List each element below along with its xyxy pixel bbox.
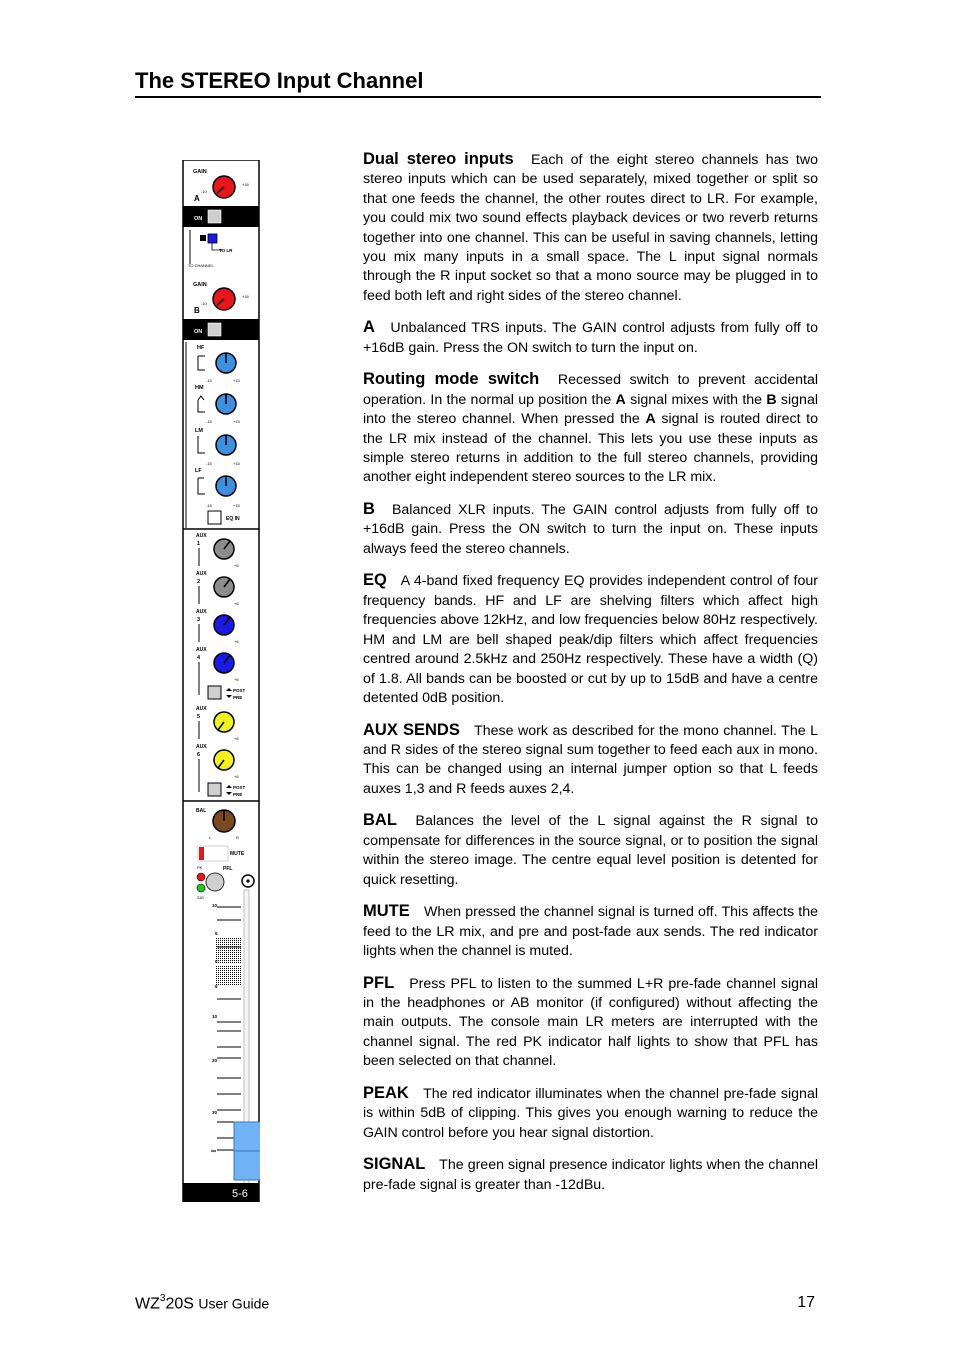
section-body: Unbalanced TRS inputs. The GAIN control adjusts from fully off to +16dB gain. Press the ON switch to turn the input on. [363, 320, 818, 356]
fader-scale-0: 0 [215, 959, 218, 964]
on-a-switch[interactable] [208, 210, 221, 223]
signal-led [197, 884, 205, 892]
on-b-label: ON [194, 329, 203, 335]
pk-label: PK [197, 865, 203, 870]
section-mute [363, 902, 818, 961]
section-body: These work as described for the mono channel. The L and R sides of the stereo signal sum together to feed each aux in mono. This can be changed using an internal jumper option so that L feeds auxes 1,3 and R feeds auxes 2,4. [363, 722, 818, 797]
fader-scale-infinity: ∞ [211, 1148, 216, 1155]
eq-hf-min: -15 [206, 378, 212, 383]
section-body: Press PFL to listen to the summed L+R pre-fade channel signal in the headphones or AB monitor (if configured) without affecting the main outputs. The console main LR meters are interrupted with the channel signal. The red PK indicator half lights to show that PFL has been selected on that channel. [363, 975, 818, 1070]
eq-hf-max: +15 [233, 378, 240, 383]
channel-number: 5-6 [232, 1188, 248, 1200]
gain-b-min: -10 [201, 301, 207, 306]
section-body-part: signal mixes with the [625, 391, 767, 408]
stereo-channel-strip-diagram [182, 160, 260, 1202]
fader-scale-5-top: 5 [215, 931, 218, 936]
aux-5-max: +6 [234, 736, 239, 741]
aux-1-4-pre-switch[interactable] [208, 686, 221, 699]
pfl-button[interactable] [206, 873, 224, 891]
section-body: A 4-band fixed frequency EQ provides independent control of four frequency bands. HF and LF are shelving filters which affect high frequencies above 12kHz, and low frequencies below 80Hz respectively. HM and LM are bell shaped peak/dip filters which affect frequencies centred around 2.5kHz and 250Hz respectively. These have a width (Q) of 1.8. All bands can be boosted or cut by up to 15dB and have a centre detented 0dB position. [363, 573, 818, 706]
section-heading: PFL [363, 973, 395, 992]
eq-lf-max: +15 [233, 503, 240, 508]
aux-5-number: 5 [197, 714, 201, 720]
section-body-emphasis: A [615, 391, 626, 408]
page-title: The STEREO Input Channel [135, 68, 821, 98]
aux-5-label: AUX [196, 706, 207, 712]
description-column [363, 150, 818, 1207]
footer-product-prefix: WZ [135, 1295, 160, 1313]
routing-mode-switch[interactable] [208, 234, 217, 243]
gain-a-label: GAIN [193, 169, 207, 175]
page-number: 17 [797, 1294, 815, 1311]
section-heading: B [363, 500, 375, 519]
to-lr-label: TO LR [219, 248, 233, 253]
fader-scale-20: 20 [212, 1058, 218, 1063]
fader-scale-10-top: 10 [212, 903, 218, 908]
section-heading: SIGNAL [363, 1155, 426, 1174]
input-a-label: A [194, 194, 200, 203]
section-peak [363, 1084, 818, 1143]
section-body-part: signal is routed direct to the LR mix instead of the channel. This lets you use these inputs as simple stereo returns in addition to the full stereo channels, providing another eight independent stereo sources to the LR mix. [363, 411, 818, 486]
section-signal [363, 1155, 818, 1195]
pfl-label: PFL [223, 866, 233, 872]
aux-2-label: AUX [196, 571, 207, 577]
section-heading: AUX SENDS [363, 720, 460, 739]
bal-label: BAL [196, 808, 207, 814]
section-pfl [363, 974, 818, 1072]
section-input-b [363, 500, 818, 559]
section-body: When pressed the channel signal is turned off. This affects the feed to the LR mix, and pre and post-fade aux sends. The red indicator lights when the channel is muted. [363, 904, 818, 959]
aux-6-max: +6 [234, 774, 239, 779]
gain-b-max: +16 [242, 294, 249, 299]
footer-product-sup: 3 [159, 1293, 166, 1304]
section-body-emphasis: A [645, 411, 656, 428]
eq-in-label: EQ IN [226, 516, 240, 522]
aux-1-label: AUX [196, 533, 207, 539]
section-body-emphasis: B [766, 391, 777, 408]
section-bal [363, 811, 818, 890]
gain-b-label: GAIN [193, 282, 207, 288]
section-body: Balances the level of the L signal against the R signal to compensate for differences in the source signal, or to position the signal within the stereo image. The centre equal level position is detented for quick resetting. [363, 813, 818, 888]
aux-2-number: 2 [197, 579, 201, 585]
section-heading: BAL [363, 811, 397, 830]
section-eq [363, 571, 818, 708]
eq-lf-label: LF [195, 468, 202, 474]
section-routing-mode-switch [363, 370, 818, 487]
aux-6-label: AUX [196, 744, 207, 750]
section-body-part: Recessed switch to prevent accidental operation. In the normal up position the [363, 372, 818, 408]
bal-left-label: L [209, 835, 212, 840]
aux-4-label: AUX [196, 647, 207, 653]
aux-5-6-post-label: POST [233, 785, 246, 790]
section-heading: Routing mode switch [363, 370, 540, 389]
input-b-label: B [194, 306, 200, 315]
section-heading: PEAK [363, 1083, 409, 1102]
gain-a-max: +16 [242, 182, 249, 187]
mute-indicator [199, 847, 204, 860]
on-a-label: ON [194, 216, 203, 222]
section-body: Each of the eight stereo channels has two stereo inputs which can be used separately, mixed together or split so that one feeds the channel, the other routes direct to LR. For example, you could mix two sound effects playback devices or two reverb returns together into one channel. This can be useful in saving channels, letting you mix many inputs in a small space. The L input signal normals through the R input socket so that a mono source may be plugged in to feed both left and right sides of the stereo channel. [363, 152, 818, 304]
gain-a-min: -10 [201, 189, 207, 194]
section-body: The green signal presence indicator lights when the channel pre-fade signal is greater than -12dBu. [363, 1157, 818, 1193]
eq-hm-label: HM [195, 385, 204, 391]
fader-scale-30: 30 [212, 1110, 218, 1115]
mute-label: MUTE [230, 851, 245, 857]
section-dual-stereo-inputs [363, 150, 818, 306]
aux-1-number: 1 [197, 541, 201, 547]
section-body: The red indicator illuminates when the channel pre-fade signal is within 5dB of clipping. This gives you enough warning to reduce the GAIN control before you hear signal distortion. [363, 1085, 818, 1141]
eq-lm-min: -15 [206, 461, 212, 466]
aux-1-4-post-label: POST [233, 688, 246, 693]
on-b-switch[interactable] [208, 323, 221, 336]
aux-5-6-pre-switch[interactable] [208, 783, 221, 796]
section-aux-sends [363, 721, 818, 800]
section-heading: A [363, 318, 375, 337]
eq-hf-label: HF [197, 345, 205, 351]
eq-lm-max: +15 [233, 461, 240, 466]
eq-lm-label: LM [195, 428, 203, 434]
eq-hm-max: +15 [233, 419, 240, 424]
section-body-part: signal into the stereo channel. When pressed the [363, 391, 818, 428]
aux-1-4-pre-label: PRE [233, 695, 243, 700]
aux-1-max: +6 [234, 563, 239, 568]
fader-scale-5: 5 [215, 984, 218, 989]
section-heading: MUTE [363, 902, 410, 921]
aux-3-number: 3 [197, 617, 201, 623]
section-heading: EQ [363, 571, 387, 590]
eq-hm-min: -15 [206, 419, 212, 424]
footer-product [135, 1294, 269, 1313]
sig-label: SIG [197, 895, 204, 900]
aux-2-max: +6 [234, 601, 239, 606]
to-channel-label: TO CHANNEL [188, 263, 214, 268]
eq-in-switch[interactable] [208, 511, 221, 524]
aux-4-max: +6 [234, 677, 239, 682]
bal-right-label: R [236, 835, 239, 840]
section-body: Balanced XLR inputs. The GAIN control adjusts from fully off to +16dB gain. Press the ON switch to turn the input on. These inputs always feed the stereo channels. [363, 502, 818, 557]
fader-scale-10: 10 [212, 1014, 218, 1019]
aux-5-6-pre-label: PRE [233, 792, 243, 797]
section-heading: Dual stereo inputs [363, 150, 514, 168]
footer-product-suffix: 20S [165, 1295, 194, 1313]
aux-6-number: 6 [197, 752, 201, 758]
aux-3-label: AUX [196, 609, 207, 615]
aux-4-number: 4 [197, 655, 201, 661]
eq-lf-min: -15 [206, 503, 212, 508]
footer-guide: User Guide [198, 1295, 270, 1312]
aux-3-max: +6 [234, 639, 239, 644]
section-input-a [363, 318, 818, 358]
peak-led [197, 873, 205, 881]
